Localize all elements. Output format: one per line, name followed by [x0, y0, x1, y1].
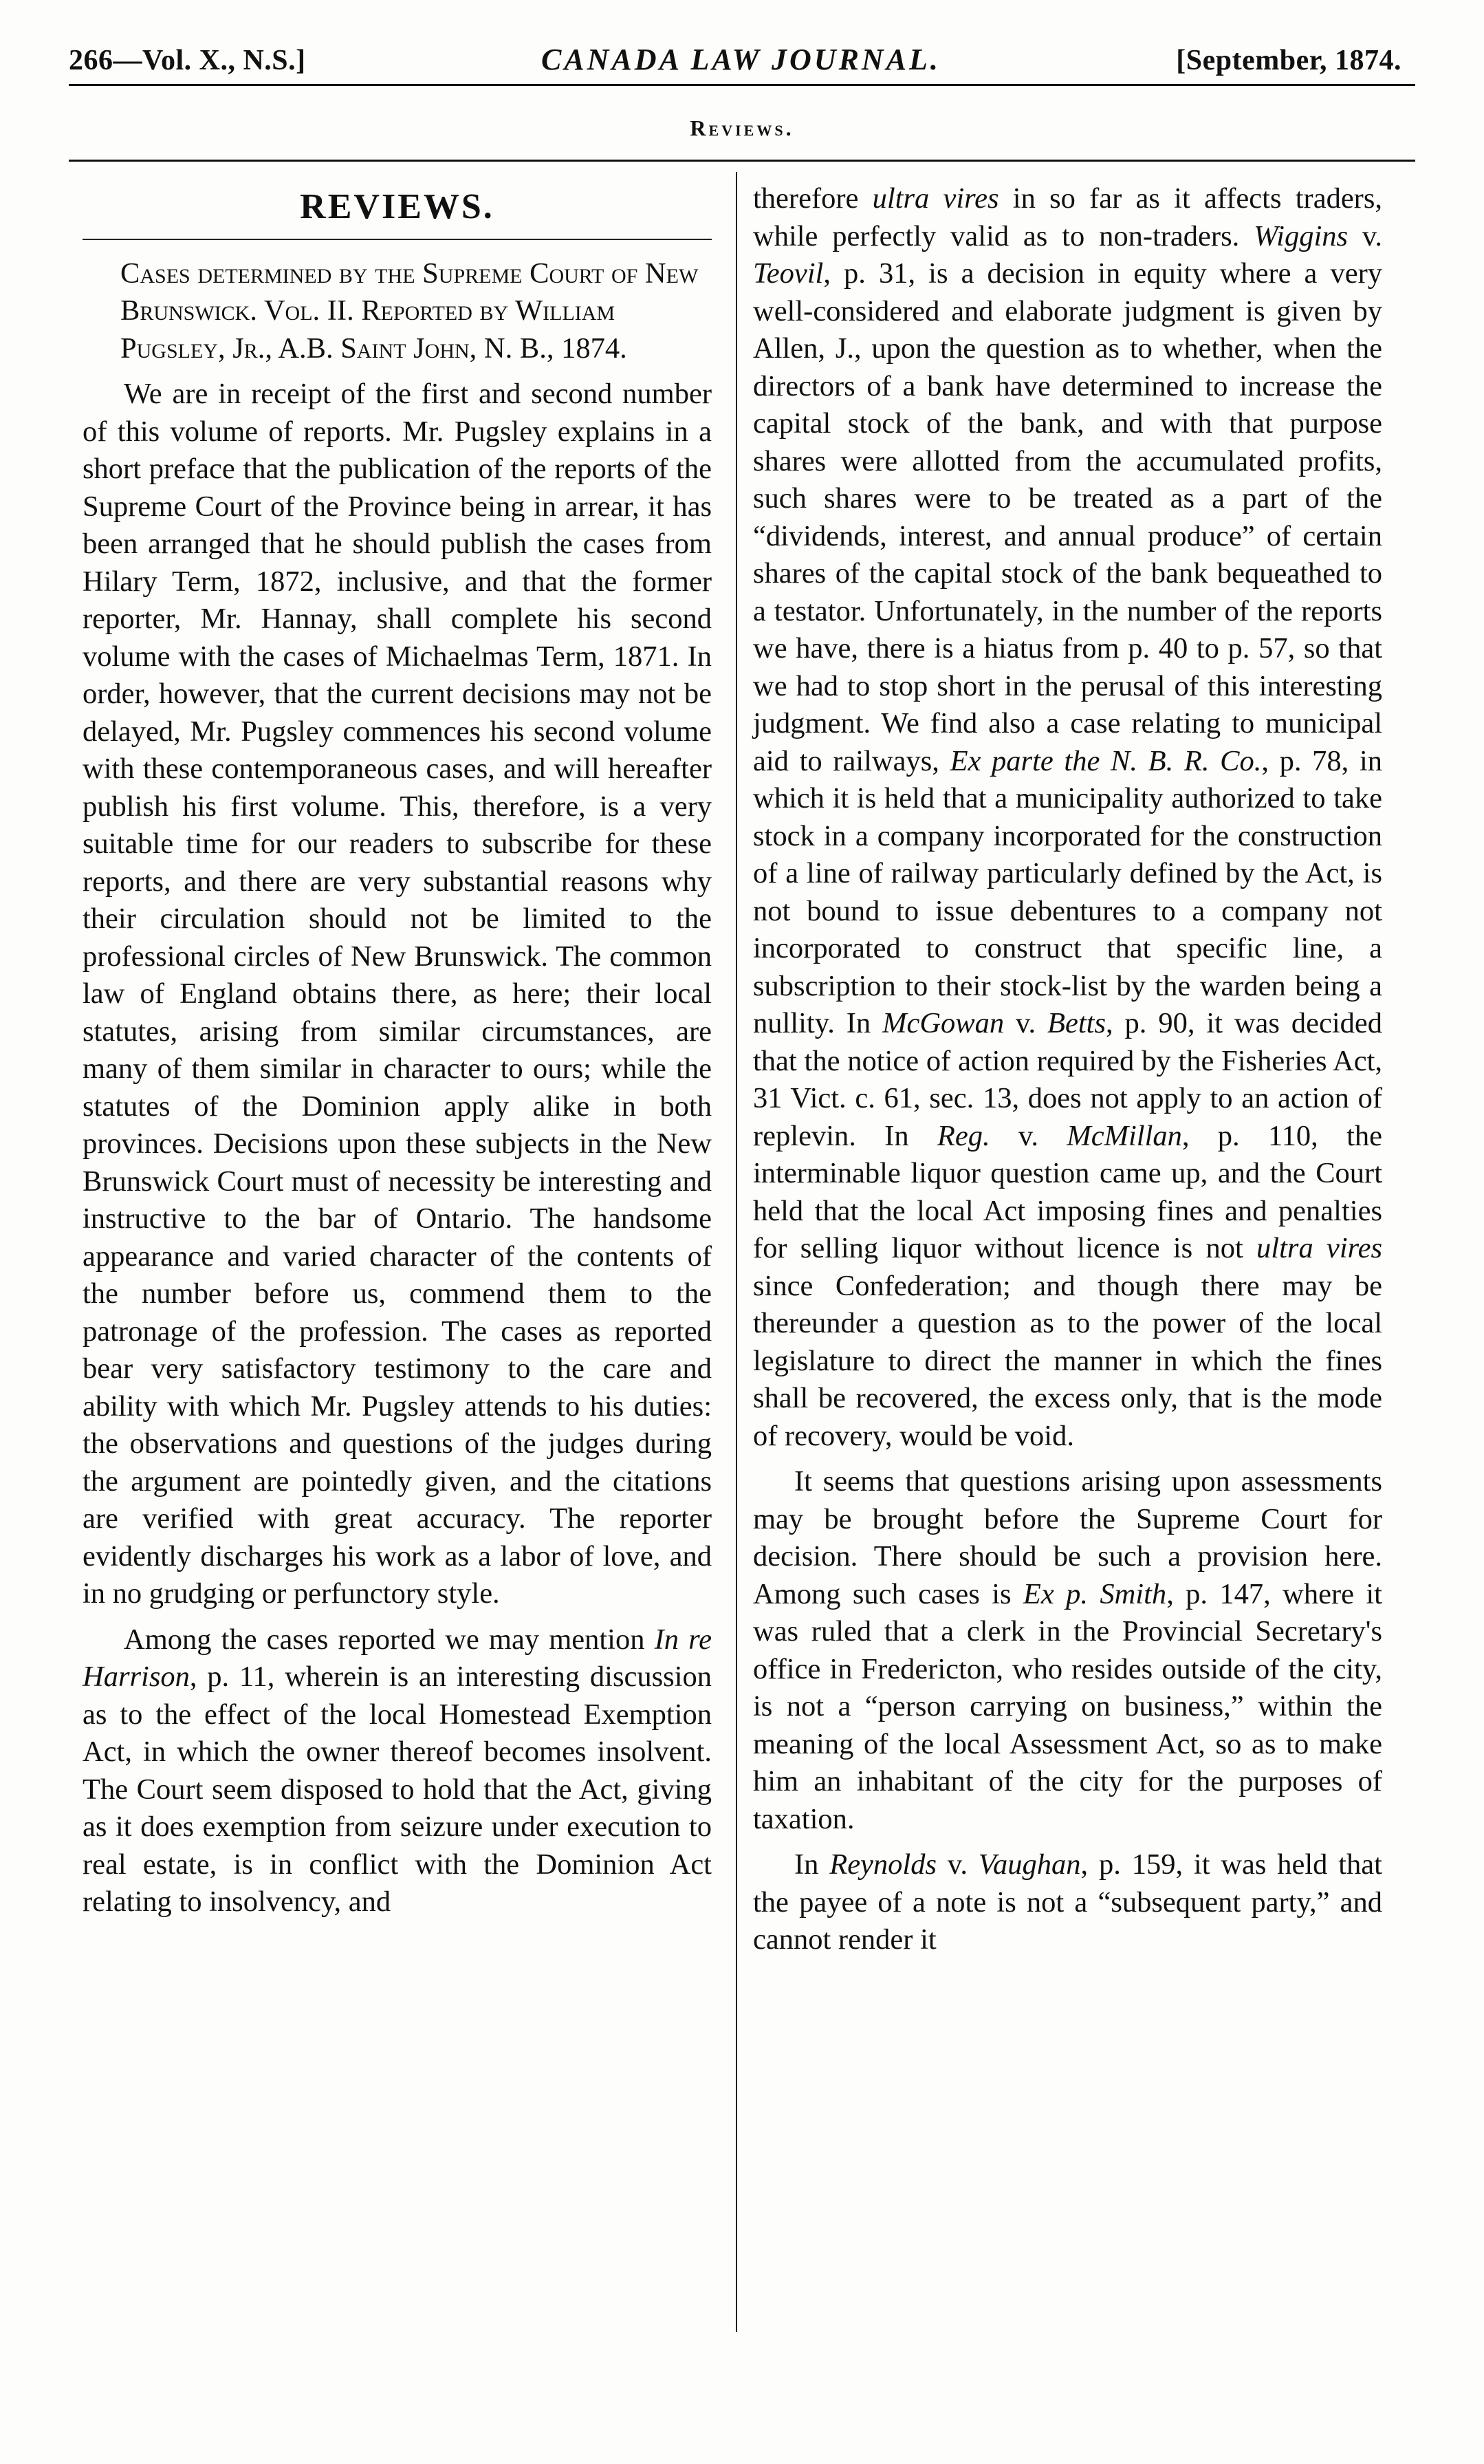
text-run: v. — [1348, 219, 1383, 252]
text-run: In — [794, 1848, 830, 1881]
column-divider — [736, 172, 737, 2332]
article-title: REVIEWS. — [300, 187, 494, 226]
header-rule — [69, 84, 1415, 86]
paragraph — [83, 1621, 712, 1921]
paragraph — [753, 1846, 1382, 1959]
text-run: since Confederation; and though there may be thereunder a question as to the power of the local legislature to direct the manner in which the fines shall be recovered, the excess only, that is the mode of recovery, would be void. — [753, 1269, 1382, 1452]
paragraph — [753, 1463, 1382, 1838]
text-run: v. — [990, 1119, 1067, 1152]
text-run: , p. 90, it was decided that the notice of action required by the Fisheries Act, 31 Vict. c. 61, sec. 13, does not apply to an action of replevin. In — [753, 1007, 1383, 1152]
case-name: Reynolds — [829, 1848, 937, 1881]
section-rule — [69, 160, 1415, 162]
section-label: Reviews. — [690, 116, 794, 140]
text-run: It seems that questions arising upon assessments may be brought before the Supreme Court for decision. There should be such a provision here. Among such cases is — [753, 1465, 1382, 1610]
latin-term: ultra vires — [1256, 1232, 1382, 1264]
running-head — [69, 29, 1401, 77]
case-name: Ex parte the N. B. R. Co. — [950, 744, 1262, 777]
paragraph — [753, 180, 1382, 1455]
paragraph: We are in receipt of the first and second number of this volume of reports. Mr. Pugsley explains in a short preface that the publication of the reports of the Supreme Court of the Province being in arrear, it has been arranged that he should publish the cases from Hilary Term, 1872, inclusive, and that the former reporter, Mr. Hannay, shall complete his second volume with the cases of Michaelmas Term, 1871. In order, however, that the current decisions may not be delayed, Mr. Pugsley commences his second volume with these contemporaneous cases, and will hereafter publish his first volume. This, therefore, is a very suitable time for our readers to subscribe for these reports, and there are very substantial reasons why their circulation should not be limited to the professional circles of New Brunswick. The common law of England obtains there, as here; their local statutes, arising from similar circumstances, are many of them similar in character to ours; while the statutes of the Dominion apply alike in both provinces. Decisions upon these subjects in the New Brunswick Court must of necessity be interesting and instructive to the bar of Ontario. The handsome appearance and varied character of the contents of the number before us, commend them to the patronage of the profession. The cases as reported bear very satisfactory testimony to the care and ability with which Mr. Pugsley attends to his duties: the observations and questions of the judges during the argument are pointedly given, and the citations are verified with great accuracy. The reporter evidently discharges his work as a labor of love, and in no grudging or perfunctory style. — [83, 378, 712, 1610]
case-name: Reg. — [937, 1119, 990, 1152]
text-run: , p. 110, the interminable liquor question came up, and the Court held that the local Act imposing fines and penalties for selling liquor without licence is not — [753, 1119, 1382, 1264]
case-name: Wiggins — [1254, 219, 1349, 252]
case-name: McGowan — [882, 1007, 1005, 1039]
text-run: v. — [1004, 1007, 1048, 1039]
case-name: In re Harrison — [83, 1623, 712, 1693]
case-name: Betts — [1047, 1007, 1106, 1039]
review-heading: Cases determined by the Supreme Court of New Brunswick. Vol. II. Reported by William Pugsley, Jr., A.B. Saint John, N. B., 1874. — [120, 257, 699, 365]
case-name: Ex p. Smith — [1023, 1577, 1167, 1610]
case-name: McMillan — [1067, 1119, 1182, 1152]
journal-title: CANADA LAW JOURNAL. — [541, 43, 941, 76]
text-run: , p. 78, in which it is held that a municipality authorized to take stock in a company incorporated for the construction of a line of railway particularly defined by the Act, is not bound to issue debentures to a company not incorporated to construct that specific line, a subscription to their stock-list by the warden being a nullity. In — [753, 744, 1382, 1039]
text-run: v. — [937, 1848, 979, 1881]
latin-term: ultra vires — [872, 182, 999, 215]
title-rule — [83, 239, 712, 240]
text-run: therefore — [753, 182, 873, 215]
right-column — [753, 180, 1382, 1959]
text-run: , p. 159, it was held that the payee of a note is not a “subsequent party,” and cannot render it — [753, 1848, 1382, 1956]
volume-label: 266—Vol. X., N.S.] — [69, 45, 306, 76]
text-run: , p. 147, where it was ruled that a clerk in the Provincial Secretary's office in Fredericton, who resides outside of the city, is not a “person carrying on business,” within the meaning of the local Assessment Act, so as to make him an inhabitant of the city for the purposes of taxation. — [753, 1577, 1382, 1835]
case-name: Teovil — [753, 257, 824, 290]
issue-date: [September, 1874. — [1176, 45, 1401, 76]
text-run: , p. 11, wherein is an interesting discussion as to the effect of the local Homestead Exemption Act, in which the owner thereof becomes insolvent. The Court seem disposed to hold that the Act, giving as it does exemption from seizure under execution to real estate, is in conflict with the Dominion Act relating to insolvency, and — [83, 1661, 712, 1918]
case-name: Vaughan — [978, 1848, 1081, 1881]
text-run: , p. 31, is a decision in equity where a very well-considered and elaborate judgment is given by Allen, J., upon the question as to whether, when the directors of a bank have determined to increase the capital stock of the bank, and with that purpose shares were allotted from the accumulated profits, such shares were to be treated as a part of the “dividends, interest, and annual produce” of certain shares of the capital stock of the bank bequeathed to a testator. Unfortunately, in the number of the reports we have, there is a hiatus from p. 40 to p. 57, so that we had to stop short in the perusal of this interesting judgment. We find also a case relating to municipal aid to railways, — [753, 257, 1382, 777]
text-run: Among the cases reported we may mention — [124, 1623, 655, 1656]
text-run: in so far as it affects traders, while perfectly valid as to non-traders. — [753, 182, 1383, 252]
left-column — [83, 180, 712, 1921]
